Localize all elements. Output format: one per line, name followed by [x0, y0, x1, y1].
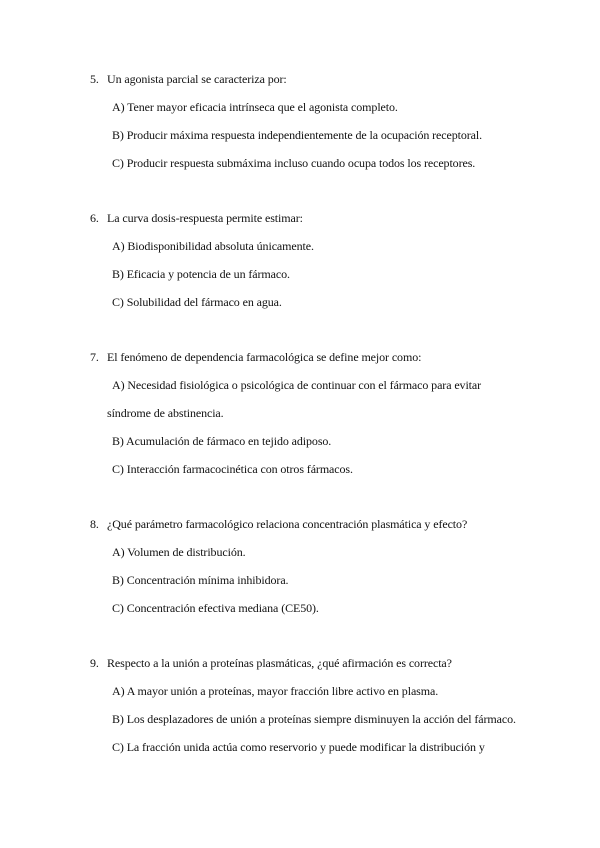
- option-a: A) A mayor unión a proteínas, mayor fracción libre activo en plasma.: [112, 684, 439, 698]
- option-b: B) Eficacia y potencia de un fármaco.: [112, 267, 290, 281]
- option-b: B) Producir máxima respuesta independientemente de la ocupación receptoral.: [112, 128, 483, 142]
- question-text: Respecto a la unión a proteínas plasmáticas, ¿qué afirmación es correcta?: [107, 656, 452, 670]
- question-number: 5.: [90, 72, 99, 86]
- question-number: 6.: [90, 211, 99, 225]
- option-a: A) Necesidad fisiológica o psicológica de continuar con el fármaco para evitar: [112, 378, 482, 392]
- question-number: 8.: [90, 517, 99, 531]
- option-a-continuation: síndrome de abstinencia.: [107, 406, 224, 420]
- question-text: La curva dosis-respuesta permite estimar:: [107, 211, 303, 225]
- question-text: El fenómeno de dependencia farmacológica se define mejor como:: [107, 350, 422, 364]
- option-b: B) Los desplazadores de unión a proteínas siempre disminuyen la acción del fármaco.: [112, 712, 516, 726]
- question-text: ¿Qué parámetro farmacológico relaciona concentración plasmática y efecto?: [107, 517, 468, 531]
- question-number: 7.: [90, 350, 99, 364]
- option-a: A) Volumen de distribución.: [112, 545, 246, 559]
- option-c: C) Interacción farmacocinética con otros fármacos.: [112, 462, 353, 476]
- option-b: B) Concentración mínima inhibidora.: [112, 573, 289, 587]
- option-c: C) La fracción unida actúa como reservorio y puede modificar la distribución y: [112, 740, 485, 754]
- question-number: 9.: [90, 656, 99, 670]
- option-c: C) Producir respuesta submáxima incluso cuando ocupa todos los receptores.: [112, 156, 476, 170]
- option-c: C) Concentración efectiva mediana (CE50).: [112, 601, 319, 615]
- option-c: C) Solubilidad del fármaco en agua.: [112, 295, 282, 309]
- option-a: A) Tener mayor eficacia intrínseca que el agonista completo.: [112, 100, 398, 114]
- option-a: A) Biodisponibilidad absoluta únicamente.: [112, 239, 314, 253]
- option-b: B) Acumulación de fármaco en tejido adiposo.: [112, 434, 332, 448]
- question-text: Un agonista parcial se caracteriza por:: [107, 72, 287, 86]
